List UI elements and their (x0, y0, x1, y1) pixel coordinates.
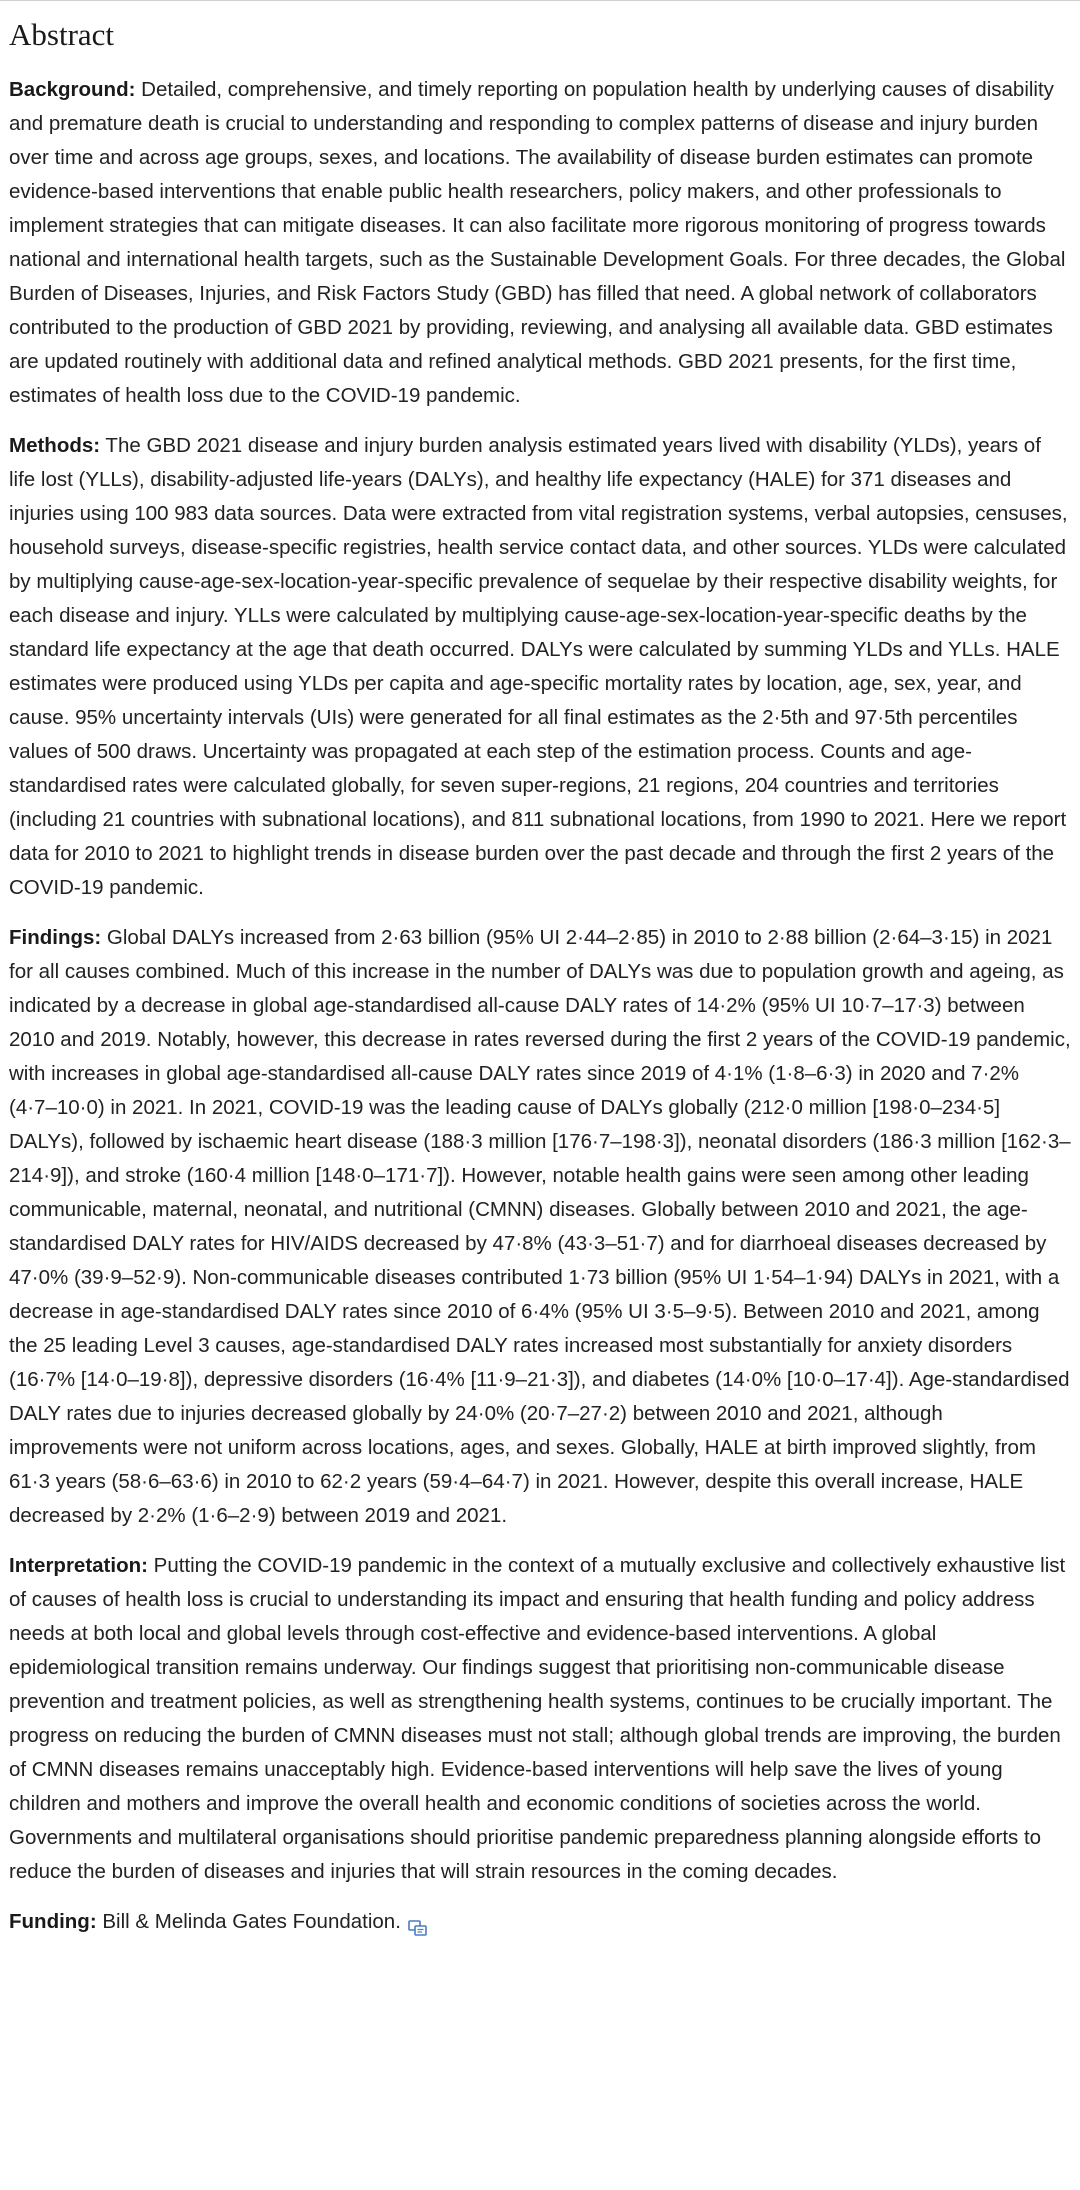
findings-heading: Findings: (9, 926, 102, 949)
methods-text: The GBD 2021 disease and injury burden analysis estimated years lived with disability (YLDs), years of life lost (YLLs), disability-adjusted life-years (DALYs), and healthy life expectancy (HALE) for 371 diseases and injuries using 100 983 data sources. Data were extracted from vital registration systems, verbal autopsies, censuses, household surveys, disease-specific registries, health service contact data, and other sources. YLDs were calculated by multiplying cause-age-sex-location-year-specific prevalence of sequelae by their respective disability weights, for each disease and injury. YLLs were calculated by multiplying cause-age-sex-location-year-specific deaths by the standard life expectancy at the age that death occurred. DALYs were calculated by summing YLDs and YLLs. HALE estimates were produced using YLDs per capita and age-specific mortality rates by location, age, sex, year, and cause. 95% uncertainty intervals (UIs) were generated for all final estimates as the 2·5th and 97·5th percentiles values of 500 draws. Uncertainty was propagated at each step of the estimation process. Counts and age-standardised rates were calculated globally, for seven super-regions, 21 regions, 204 countries and territories (including 21 countries with subnational locations), and 811 subnational locations, from 1990 to 2021. Here we report data for 2010 to 2021 to highlight trends in disease burden over the past decade and through the first 2 years of the COVID-19 pandemic. (9, 434, 1068, 899)
abstract-title: Abstract (9, 17, 115, 52)
findings-text: Global DALYs increased from 2·63 billion (95% UI 2·44–2·85) in 2010 to 2·88 billion (2·64–3·15) in 2021 for all causes combined. Much of this increase in the number of DALYs was due to population growth and ageing, as indicated by a decrease in global age-standardised all-cause DALY rates of 14·2% (95% UI 10·7–17·3) between 2010 and 2019. Notably, however, this decrease in rates reversed during the first 2 years of the COVID-19 pandemic, with increases in global age-standardised all-cause DALY rates since 2019 of 4·1% (1·8–6·3) in 2020 and 7·2% (4·7–10·0) in 2021. In 2021, COVID-19 was the leading cause of DALYs globally (212·0 million [198·0–234·5] DALYs), followed by ischaemic heart disease (188·3 million [176·7–198·3]), neonatal disorders (186·3 million [162·3–214·9]), and stroke (160·4 million [148·0–171·7]). However, notable health gains were seen among other leading communicable, maternal, neonatal, and nutritional (CMNN) diseases. Globally between 2010 and 2021, the age-standardised DALY rates for HIV/AIDS decreased by 47·8% (43·3–51·7) and for diarrhoeal diseases decreased by 47·0% (39·9–52·9). Non-communicable diseases contributed 1·73 billion (95% UI 1·54–1·94) DALYs in 2021, with a decrease in age-standardised DALY rates since 2010 of 6·4% (95% UI 3·5–9·5). Between 2010 and 2021, among the 25 leading Level 3 causes, age-standardised DALY rates increased most substantially for anxiety disorders (16·7% [14·0–19·8]), depressive disorders (16·4% [11·9–21·3]), and diabetes (14·0% [10·0–17·4]). Age-standardised DALY rates due to injuries decreased globally by 24·0% (20·7–27·2) between 2010 and 2021, although improvements were not uniform across locations, ages, and sexes. Globally, HALE at birth improved slightly, from 61·3 years (58·6–63·6) in 2010 to 62·2 years (59·4–64·7) in 2021. However, despite this overall increase, HALE decreased by 2·2% (1·6–2·9) between 2019 and 2021. (9, 926, 1071, 1527)
interpretation-heading: Interpretation: (9, 1554, 148, 1577)
abstract-page (0, 1, 1080, 1939)
findings-section (9, 921, 1071, 1533)
interpretation-text: Putting the COVID-19 pandemic in the context of a mutually exclusive and collectively exhaustive list of causes of health loss is crucial to understanding its impact and ensuring that health funding and policy address needs at both local and global levels through cost-effective and evidence-based interventions. A global epidemiological transition remains underway. Our findings suggest that prioritising non-communicable disease prevention and treatment policies, as well as strengthening health systems, continues to be crucially important. The progress on reducing the burden of CMNN diseases must not stall; although global trends are improving, the burden of CMNN diseases remains unacceptably high. Evidence-based interventions will help save the lives of young children and mothers and improve the overall health and economic conditions of societies across the world. Governments and multilateral organisations should prioritise pandemic preparedness planning alongside efforts to reduce the burden of diseases and injuries that will strain resources in the coming decades. (9, 1554, 1066, 1883)
funding-section (9, 1905, 1071, 1939)
copy-link-icon[interactable] (407, 1914, 429, 1932)
funding-heading: Funding: (9, 1910, 97, 1933)
background-section (9, 73, 1071, 413)
funding-text: Bill & Melinda Gates Foundation. (96, 1910, 401, 1933)
methods-heading: Methods: (9, 434, 101, 457)
background-heading: Background: (9, 78, 136, 101)
methods-section (9, 429, 1071, 905)
interpretation-section (9, 1549, 1071, 1889)
background-text: Detailed, comprehensive, and timely reporting on population health by underlying causes of disability and premature death is crucial to understanding and responding to complex patterns of disease and injury burden over time and across age groups, sexes, and locations. The availability of disease burden estimates can promote evidence-based interventions that enable public health researchers, policy makers, and other professionals to implement strategies that can mitigate diseases. It can also facilitate more rigorous monitoring of progress towards national and international health targets, such as the Sustainable Development Goals. For three decades, the Global Burden of Diseases, Injuries, and Risk Factors Study (GBD) has filled that need. A global network of collaborators contributed to the production of GBD 2021 by providing, reviewing, and analysing all available data. GBD estimates are updated routinely with additional data and refined analytical methods. GBD 2021 presents, for the first time, estimates of health loss due to the COVID-19 pandemic. (9, 78, 1066, 407)
